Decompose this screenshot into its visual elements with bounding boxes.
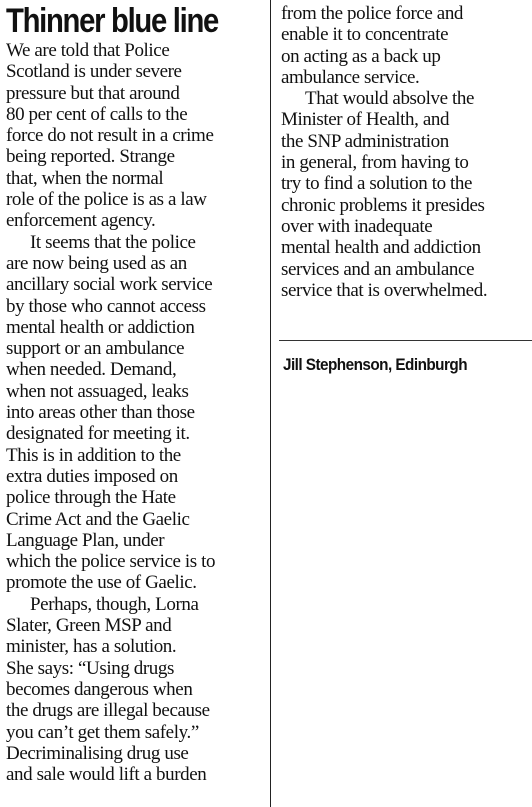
text-line: promote the use of Gaelic. (6, 572, 197, 594)
text-line: Crime Act and the Gaelic (6, 508, 190, 530)
text-line: Minister of Health, and (281, 109, 450, 131)
text-line: over with inadequate (281, 215, 433, 237)
letter-body-left-column (6, 40, 264, 785)
text-line: Slater, Green MSP and (6, 615, 172, 637)
text-line: try to find a solution to the (281, 173, 473, 195)
text-line: designated for meeting it. (6, 423, 190, 445)
text-line: by those who cannot access (6, 295, 206, 317)
text-line: Language Plan, under (6, 529, 165, 551)
text-line: mental health or addiction (6, 316, 195, 338)
text-line: It seems that the police (30, 231, 196, 253)
text-line: Perhaps, though, Lorna (30, 593, 199, 615)
text-line: ambulance service. (281, 66, 420, 88)
text-line: That would absolve the (305, 88, 475, 110)
text-line: being reported. Strange (6, 146, 175, 168)
text-line: role of the police is as a law (6, 189, 207, 211)
text-line: you can’t get them safely.” (6, 721, 199, 743)
text-line: This is in addition to the (6, 444, 181, 466)
text-line: on acting as a back up (281, 45, 441, 67)
text-line: pressure but that around (6, 82, 180, 104)
text-line: the drugs are illegal because (6, 700, 210, 722)
text-line: in general, from having to (281, 152, 469, 174)
text-line: minister, has a solution. (6, 636, 177, 658)
text-line: enable it to concentrate (281, 24, 449, 46)
text-line: 80 per cent of calls to the (6, 103, 188, 125)
text-line: Decriminalising drug use (6, 742, 189, 764)
text-line: which the police service is to (6, 551, 216, 573)
text-line: services and an ambulance (281, 258, 475, 280)
text-line: She says: “Using drugs (6, 657, 174, 679)
text-line: force do not result in a crime (6, 125, 214, 147)
text-line: chronic problems it presides (281, 194, 485, 216)
text-line: police through the Hate (6, 487, 176, 509)
headline: Thinner blue line (6, 2, 219, 40)
text-line: from the police force and (281, 3, 464, 24)
text-line: mental health and addiction (281, 237, 481, 259)
text-line: Scotland is under severe (6, 61, 182, 83)
text-line: support or an ambulance (6, 338, 185, 360)
text-line: becomes dangerous when (6, 678, 193, 700)
byline-rule (279, 340, 532, 341)
text-line: and sale would lift a burden (6, 764, 207, 786)
text-line: enforcement agency. (6, 210, 156, 232)
text-line: We are told that Police (6, 40, 170, 61)
text-line: ancillary social work service (6, 274, 213, 296)
text-line: the SNP administration (281, 130, 449, 152)
text-line: extra duties imposed on (6, 465, 178, 487)
letter-body-right-column (281, 3, 531, 301)
text-line: that, when the normal (6, 167, 164, 189)
column-divider (270, 0, 271, 807)
text-line: when not assuaged, leaks (6, 380, 189, 402)
text-line: are now being used as an (6, 252, 187, 274)
text-line: into areas other than those (6, 402, 195, 424)
author-byline: Jill Stephenson, Edinburgh (283, 355, 468, 374)
text-line: service that is overwhelmed. (281, 279, 488, 301)
text-line: when needed. Demand, (6, 359, 177, 381)
